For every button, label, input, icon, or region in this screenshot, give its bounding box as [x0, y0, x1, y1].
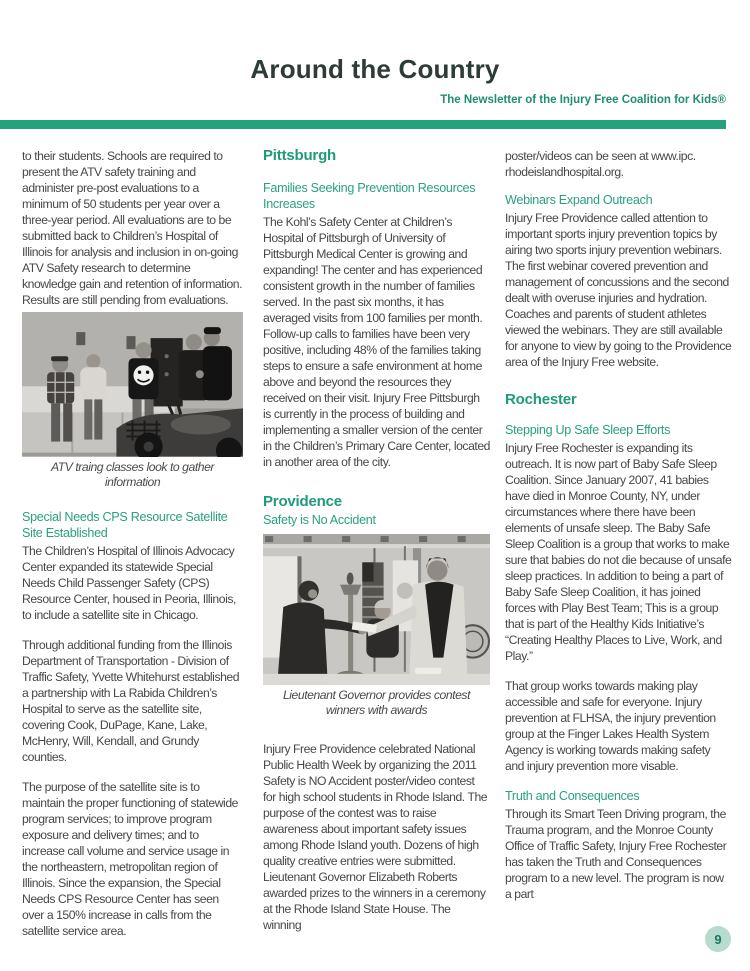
body-paragraph: That group works towards making play accessible and safe for everyone. Injury prevention at FLHSA, the injury prevention group at the Finger Lakes Health System Agency is working towards making safety and injury prevention more visable.	[505, 679, 716, 773]
body-paragraph: The purpose of the satellite site is to maintain the proper functioning of statewide program services; to improve program exposure and delivery times; and to increase call volume and service usage in the northeastern, metropolitan region of Illinois. Since the expansion, the Special Needs CPS Resource Center has seen over a 150% increase in calls from the satellite service area.	[22, 779, 238, 938]
page-number-badge: 9	[705, 926, 731, 952]
photo-caption-atv: ATV traing classes look to gather information	[50, 459, 215, 490]
photo-caption-ceremony: Lieutenant Governor provides contest winners with awards	[282, 687, 471, 718]
subsection-heading-truth: Truth and Consequences	[505, 789, 640, 803]
section-heading-rochester: Rochester	[505, 391, 577, 408]
subsection-heading-families: Families Seeking Prevention Resources Increases	[263, 181, 476, 211]
body-paragraph: The Kohl’s Safety Center at Children’s Hospital of Pittsburgh of University of Pittsburgh Medical Center is growing and expanding! The center and has experienced consistent growth in the number of families served. In the past six months, it has averaged visits from 100 families per month. Follow-up calls to families have been very positive, including 48% of the families taking steps to ensure a safe environment at home above and beyond the resources they received on their visit. Injury Free Pittsburgh is currently in the process of building and implementing a smaller version of the center in the Children’s Primary Care Center, located in another area of the city.	[263, 215, 491, 469]
award-ceremony-photo	[263, 534, 490, 685]
subsection-heading-webinars: Webinars Expand Outreach	[505, 193, 653, 207]
atv-class-photo	[22, 312, 243, 457]
body-paragraph: Injury Free Providence celebrated National Public Health Week by organizing the 2011 Safety is NO Accident poster/video contest for high school students in Rhode Island. The purpose of the contest was to raise awareness about important safety issues among Rhode Island youth. Dozens of high quality creative entries were submitted. Lieutenant Governor Elizabeth Roberts awarded prizes to the winners in a ceremony at the Rhode Island State House. The winning	[263, 741, 488, 932]
page-title: Around the Country	[250, 54, 500, 84]
body-paragraph: to their students. Schools are required to present the ATV safety training and administer pre-post evaluations to a minimum of 50 students per year over a three-year period. All evaluations are to be submitted back to Children’s Hospital of Illinois for analysis and inclusion in on-going ATV Safety research to determine knowledge gain and retention of information. Results are still pending from evaluations.	[22, 149, 243, 307]
subsection-heading-safe-sleep: Stepping Up Safe Sleep Efforts	[505, 423, 671, 437]
section-heading-pittsburgh: Pittsburgh	[263, 147, 336, 164]
body-paragraph: Injury Free Providence called attention to important sports injury prevention topics by airing two sports injury prevention webinars. The first webinar covered prevention and management of concussions and the second dealt with overuse injuries and hydration. Coaches and parents of student athletes viewed the webinars. They are still available for anyone to view by going to the Providence area of the Injury Free website.	[505, 211, 732, 369]
body-paragraph: Through its Smart Teen Driving program, the Trauma program, and the Monroe County Office of Traffic Safety, Injury Free Rochester has taken the Truth and Consequences program to a new level. The program is now a part	[505, 807, 727, 901]
header-rule	[0, 120, 726, 129]
column-center	[263, 148, 490, 933]
subsection-heading-safety: Safety is No Accident	[263, 513, 376, 527]
body-paragraph: The Children’s Hospital of Illinois Advocacy Center expanded its statewide Special Needs Child Passenger Safety (CPS) Resource Center, housed in Peoria, Illinois, to include a satellite site in Chicago.	[22, 543, 236, 622]
section-heading-providence: Providence	[263, 493, 342, 510]
column-left	[22, 148, 243, 939]
body-paragraph: Injury Free Rochester is expanding its outreach. It is now part of Baby Safe Sleep Coalition. Since January 2007, 41 babies have died in Monroe County, NY, under circumstances where there have been elements of unsafe sleep. The Baby Safe Sleep Coalition is a group that works to make sure that babies do not die because of unsafe sleep practices. In addition to being a part of Baby Safe Sleep Coalition, it has joined forces with Play Best Team; This is a group that is part of the Healthy Kids Initiative’s “Creating Healthy Places to Live, Work, and Play.”	[505, 441, 732, 663]
section-heading-special-needs: Special Needs CPS Resource Satellite Site Established	[22, 509, 228, 540]
body-paragraph: Through additional funding from the Illinois Department of Transportation - Division of Traffic Safety, Yvette Whitehurst established a partnership with La Rabida Children’s Hospital to serve as the satellite site, covering Cook, DuPage, Kane, Lake, McHenry, Will, Kendall, and Grundy counties.	[22, 637, 240, 764]
body-paragraph: poster/videos can be seen at www.ipc. rhodeislandhospital.org.	[505, 149, 696, 179]
newsletter-subtitle: The Newsletter of the Injury Free Coalition for Kids®	[440, 94, 726, 106]
column-right	[505, 148, 732, 902]
